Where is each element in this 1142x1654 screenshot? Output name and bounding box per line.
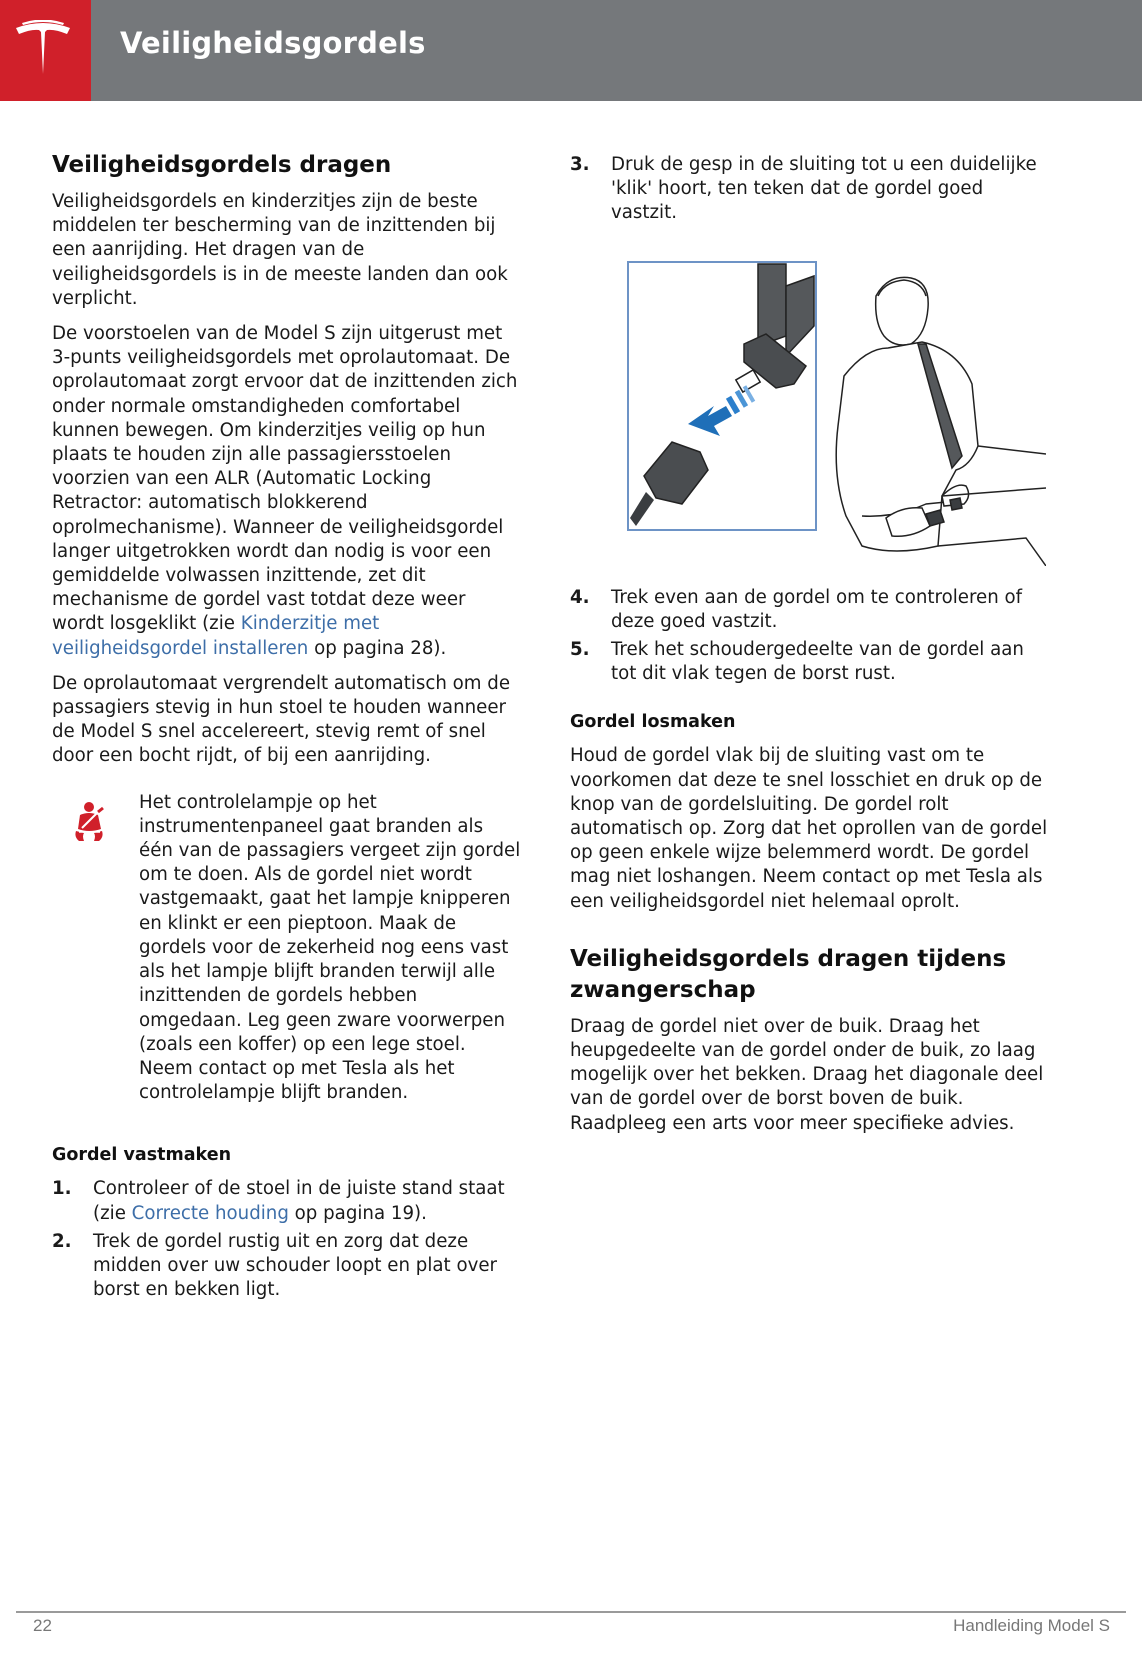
step-text: Trek het schoudergedeelte van de gordel aan tot dit vlak tegen de borst rust. (611, 639, 1024, 685)
section-heading-pregnancy: Veiligheidsgordels dragen tijdens zwangerschap (570, 945, 1007, 1003)
seatbelt-warning-icon (70, 801, 110, 843)
paragraph-lock: De oprolautomaat vergrendelt automatisch om de passagiers stevig in hun stoel te houden wanneer de Model S snel accelereert, stevig remt of snel door een bocht rijdt, of bij een aanrijding. (52, 672, 511, 767)
warning-note (52, 791, 522, 1106)
step-text: Trek even aan de gordel om te controleren of deze goed vastzit. (611, 586, 1023, 632)
left-column (52, 150, 522, 1306)
step-text: Druk de gesp in de sluiting tot u een duidelijke 'klik' hoort, ten teken dat de gordel goed vastzit. (611, 154, 1037, 224)
step-item (52, 1230, 522, 1303)
step-text: Trek de gordel rustig uit en zorg dat deze midden over uw schouder loopt en plat over borst en bekken ligt. (93, 1230, 498, 1301)
step-item (52, 1177, 522, 1225)
link-child-seat-install[interactable]: Kinderzitje met veiligheidsgordel installeren (52, 613, 380, 659)
paragraph-retractor (52, 322, 522, 661)
warning-text: Het controlelampje op het instrumentenpaneel gaat branden als één van de passagiers vergeet zijn gordel om te doen. Als de gordel niet wordt vastgemaakt, gaat het lampje knipperen en klinkt er een pieptoon. Maak de gordels voor de zekerheid nog eens vast als het lampje blijft branden terwijl alle inzittenden de gordels hebben omgedaan. Leg geen zware voorwerpen (zoals een koffer) op een lege stoel. Neem contact op met Tesla als het controlelampje blijft branden. (139, 791, 521, 1104)
fasten-steps-list (52, 1177, 522, 1302)
paragraph-pregnancy: Draag de gordel niet over de buik. Draag het heupgedeelte van de gordel onder de buik, zo laag mogelijk over het bekken. Draag het diagonale deel van de gordel over de borst boven de buik. Raadpleeg een arts voor meer specifieke advies. (570, 1015, 1044, 1134)
seatbelt-fastening-illustration (626, 256, 1046, 566)
page-header (0, 0, 1142, 101)
paragraph-intro: Veiligheidsgordels en kinderzitjes zijn de beste middelen ter bescherming van de inzittenden bij een aanrijding. Het dragen van de veiligheidsgordels is in de meeste landen dan ook verplicht. (52, 191, 508, 309)
fasten-steps-final (570, 586, 1050, 687)
manual-name: Handleiding Model S (953, 1616, 1110, 1635)
step-number: 4. (570, 586, 590, 608)
step-text: Controleer of de stoel in de juiste stand staat (zie (93, 1178, 505, 1224)
chapter-title: Veiligheidsgordels (120, 26, 426, 60)
paragraph-retractor-tail: op pagina 28). (308, 637, 447, 659)
subheading-fasten: Gordel vastmaken (52, 1145, 232, 1166)
fasten-steps-continued (570, 153, 1050, 226)
step-number: 5. (570, 639, 590, 661)
paragraph-release: Houd de gordel vlak bij de sluiting vast om te voorkomen dat deze te snel losschiet en druk op de knop van de gordelsluiting. De gordel rolt automatisch op. Zorg dat het oprollen van de gordel op geen enkele wijze belemmerd wordt. De gordel mag niet loshangen. Neem contact op met Tesla als een veiligheidsgordel niet helemaal oprolt. (570, 745, 1048, 912)
link-correct-posture[interactable]: Correcte houding (131, 1202, 289, 1224)
step-number: 2. (52, 1230, 72, 1252)
step-number: 3. (570, 154, 590, 175)
footer-divider (16, 1611, 1126, 1613)
brand-block (0, 0, 91, 101)
seated-person-icon (836, 277, 1046, 566)
step-item (570, 586, 1050, 634)
step-number: 1. (52, 1178, 72, 1200)
paragraph-retractor-text: De voorstoelen van de Model S zijn uitgerust met 3-punts veiligheidsgordels met oprolautomaat. De oprolautomaat zorgt ervoor dat de inzittenden zich onder normale omstandigheden comfortabel kunnen bewegen. Om kinderzitjes veilig op hun plaats te houden zijn alle passagiersstoelen voorzien van een ALR (Automatic Locking Retractor: automatisch blokkerend oprolmechanisme). Wanneer de veiligheidsgordel langer uitgetrokken wordt dan nodig is voor een gemiddelde volwassen inzittende, zet dit mechanisme de gordel vast totdat deze weer wordt losgeklikt (zie (52, 323, 518, 635)
page-number: 22 (33, 1616, 52, 1635)
step-text-tail: op pagina 19). (288, 1202, 427, 1224)
subheading-release: Gordel losmaken (570, 712, 736, 733)
tesla-logo-icon (14, 20, 72, 76)
step-item (570, 153, 1050, 226)
section-heading-wearing: Veiligheidsgordels dragen (52, 152, 392, 178)
belt-strap-icon (758, 264, 786, 346)
illustration-svg (626, 256, 1046, 566)
right-column (570, 153, 1050, 1147)
step-item (570, 638, 1050, 686)
